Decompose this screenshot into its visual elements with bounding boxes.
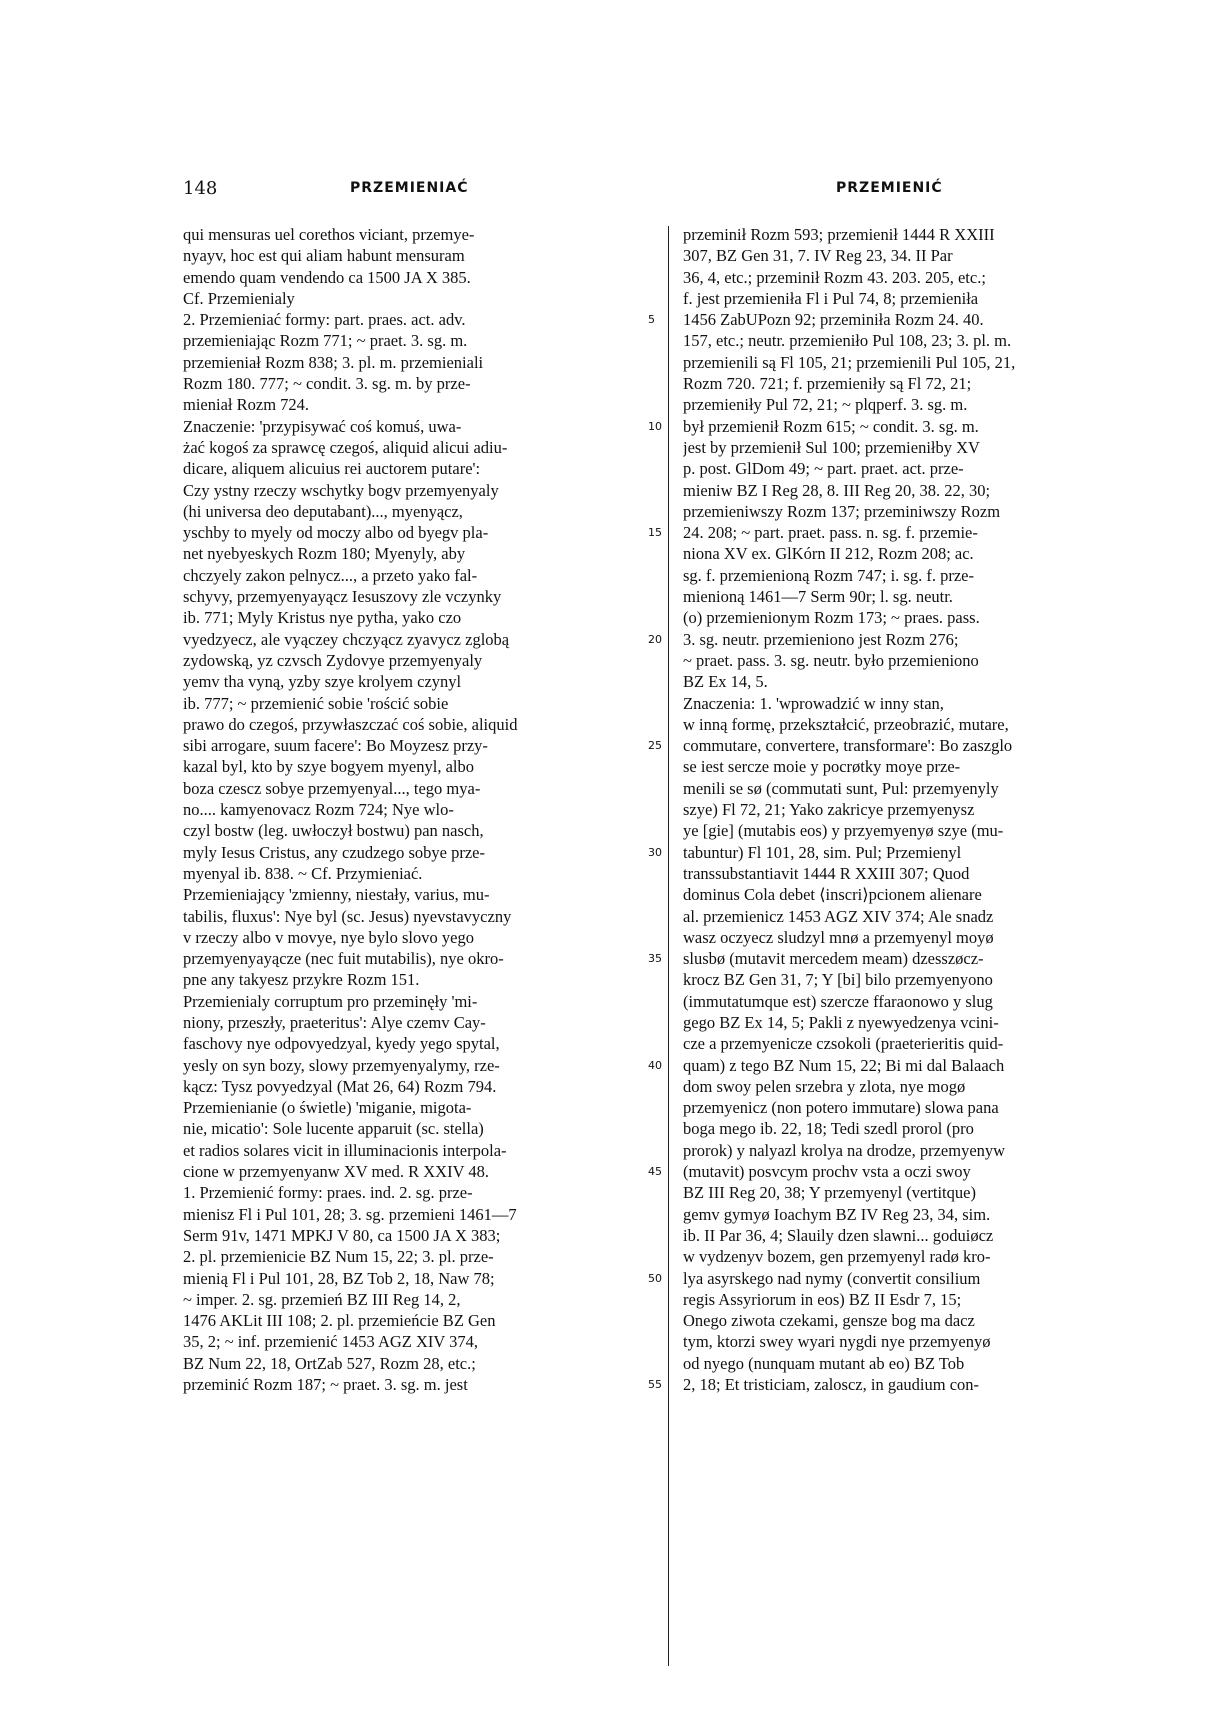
text-line: przeminił Rozm 593; przemienił 1444 R XXIII (683, 225, 995, 244)
text-line: myly Iesus Cristus, any czudzego sobye prze- (183, 842, 485, 862)
text-line: jest by przemienił Sul 100; przemieniłby XV (683, 437, 980, 457)
text-line: dominus Cola debet ⟨inscri⟩pcionem alienare (683, 885, 982, 905)
text-line: przemyenicz (non potero immutare) slowa pana (683, 1098, 999, 1118)
text-line: 157, etc.; neutr. przemieniło Pul 108, 23; 3. pl. m. (683, 331, 1012, 351)
text-line: tabilis, fluxus': Nye byl (sc. Jesus) nyevstavyczny (183, 906, 512, 926)
text-line: schyvy, przemyenyayącz Iesuszovy zle vczynky (183, 587, 502, 607)
text-line: nie, micatio': Sole lucente apparuit (sc. stella) (183, 1119, 484, 1139)
text-line: Znaczenia: 1. 'wprowadzić w inny stan, (683, 693, 944, 713)
text-line: ib. 771; Myly Kristus nye pytha, yako czo (183, 608, 462, 628)
text-line: 36, 4, etc.; przeminił Rozm 43. 203. 205, etc.; (683, 267, 986, 287)
text-line: 307, BZ Gen 31, 7. IV Reg 23, 34. II Par (683, 246, 953, 266)
text-line: quam) z tego BZ Num 15, 22; Bi mi dal Balaach (683, 1055, 1005, 1075)
text-line: sibi arrogare, suum facere': Bo Moyzesz przy- (183, 736, 488, 756)
left-column (183, 224, 608, 1395)
text-line: boga mego ib. 22, 18; Tedi szedl prorol (pro (683, 1119, 974, 1139)
text-line: przemieniając Rozm 771; ~ praet. 3. sg. m. (183, 331, 468, 351)
text-line: gemv gymyø Ioachym BZ IV Reg 23, 34, sim. (683, 1204, 991, 1224)
text-line: 2. Przemieniać formy: part. praes. act. adv. (183, 310, 466, 330)
text-line: BZ Ex 14, 5. (683, 672, 768, 692)
text-line: al. przemienicz 1453 AGZ XIV 374; Ale snadz (683, 906, 994, 926)
text-line: Przemieniający 'zmienny, niestały, varius, mu- (183, 885, 490, 905)
text-line: et radios solares vicit in illuminacionis interpola- (183, 1140, 507, 1160)
text-line: mienioną 1461—7 Serm 90r; l. sg. neutr. (683, 587, 953, 607)
text-line: (immutatumque est) szercze ffaraonowo y slug (683, 991, 993, 1011)
text-line: mieniw BZ I Reg 28, 8. III Reg 20, 38. 22, 30; (683, 480, 991, 500)
text-line: w inną formę, przekształcić, przeobrazić, mutare, (683, 714, 1009, 734)
text-line: nyayv, hoc est qui aliam habunt mensuram (183, 246, 465, 266)
text-line: faschovy nye odpovyedzyal, kyedy yego spytal, (183, 1034, 500, 1054)
text-line: lya asyrskego nad nymy (convertit consilium (683, 1268, 981, 1288)
text-line: cione w przemyenyanw XV med. R XXIV 48. (183, 1162, 489, 1182)
text-line: niona XV ex. GlKórn II 212, Rozm 208; ac. (683, 544, 974, 564)
text-line: w vydzenyv bozem, gen przemyenyl radø kro- (683, 1247, 991, 1267)
text-line: prorok) y nalyazl krolya na drodze, przemyenyw (683, 1140, 1006, 1160)
gutter-rule (668, 226, 669, 1666)
text-line: net nyebyeskych Rozm 180; Myenyly, aby (183, 544, 466, 564)
text-line: tym, ktorzi swey wyari nygdi nye przemyenyø (683, 1332, 991, 1352)
text-line: Rozm 720. 721; f. przemieniły są Fl 72, 21; (683, 374, 972, 394)
text-line: przemyenyayącze (nec fuit mutabilis), nye okro- (183, 949, 504, 969)
text-line: v rzeczy albo v movye, nye bylo slovo yego (183, 927, 474, 947)
text-line: slusbø (mutavit mercedem meam) dzesszøcz- (683, 949, 984, 969)
text-line: wasz oczyecz sludzyl mnø a przemyenyl moyø (683, 927, 994, 947)
text-line: dicare, aliquem alicuius rei auctorem putare': (183, 459, 481, 479)
text-line: f. jest przemieniła Fl i Pul 74, 8; przemieniła (683, 288, 979, 308)
line-number: 40 (648, 1058, 662, 1072)
right-column (683, 224, 1108, 1395)
text-line: Cf. Przemienialy (183, 288, 295, 308)
text-line: 2. pl. przemienicie BZ Num 15, 22; 3. pl. prze- (183, 1247, 494, 1267)
text-line: (o) przemienionym Rozm 173; ~ praes. pass. (683, 608, 980, 628)
text-line: ~ praet. pass. 3. sg. neutr. było przemieniono (683, 650, 979, 670)
text-line: no.... kamyenovacz Rozm 724; Nye wlo- (183, 800, 454, 820)
text-line: ib. 777; ~ przemienić sobie 'rościć sobie (183, 693, 449, 713)
line-number: 25 (648, 739, 662, 753)
running-head-right: PRZEMIENIĆ (836, 180, 943, 196)
text-line: prawo do czegoś, przywłaszczać coś sobie, aliquid (183, 714, 518, 734)
text-line: krocz BZ Gen 31, 7; Y [bi] bilo przemyenyono (683, 970, 993, 990)
text-line: 24. 208; ~ part. praet. pass. n. sg. f. przemie- (683, 523, 978, 543)
text-line: 3. sg. neutr. przemieniono jest Rozm 276; (683, 629, 959, 649)
text-line: yschby to myely od moczy albo od byegv pla- (183, 523, 489, 543)
line-number: 35 (648, 952, 662, 966)
text-line: (mutavit) posvcym prochv vsta a oczi swoy (683, 1162, 971, 1182)
text-line: boza czescz sobye przemyenyal..., tego mya- (183, 778, 481, 798)
text-line: 35, 2; ~ inf. przemienić 1453 AGZ XIV 374, (183, 1332, 479, 1352)
text-line: pne any takyesz przykre Rozm 151. (183, 970, 420, 990)
text-line: qui mensuras uel corethos viciant, przemye- (183, 225, 475, 244)
text-line: kazal byl, kto by szye bogyem myenyl, albo (183, 757, 474, 777)
text-line: dom swoy pelen srzebra y zlota, nye mogø (683, 1076, 966, 1096)
text-line: Przemienialy corruptum pro przeminęły 'mi- (183, 991, 478, 1011)
text-line: sg. f. przemienioną Rozm 747; i. sg. f. prze- (683, 565, 974, 585)
text-line: ib. II Par 36, 4; Slauily dzen slawni... goduiøcz (683, 1225, 994, 1245)
text-line: 1456 ZabUPozn 92; przeminiła Rozm 24. 40. (683, 310, 984, 330)
text-line: BZ Num 22, 18, OrtZab 527, Rozm 28, etc.; (183, 1353, 476, 1373)
text-line: przemieniał Rozm 838; 3. pl. m. przemieniali (183, 352, 484, 372)
line-number: 55 (648, 1378, 662, 1392)
text-line: przemieniły Pul 72, 21; ~ plqperf. 3. sg. m. (683, 395, 968, 415)
text-line: cze a przemyenicze czsokoli (praeterieritis quid- (683, 1034, 1004, 1054)
line-number: 30 (648, 845, 662, 859)
text-line: mieniał Rozm 724. (183, 395, 310, 415)
text-line: przemieniwszy Rozm 137; przeminiwszy Rozm (683, 501, 1001, 521)
text-line: (hi universa deo deputabant)..., myenyącz, (183, 501, 463, 521)
text-line: 2, 18; Et tristiciam, zaloscz, in gaudium con- (683, 1375, 980, 1395)
text-line: regis Assyriorum in eos) BZ II Esdr 7, 15; (683, 1289, 962, 1309)
text-line: Onego ziwota czekami, gensze bog ma dacz (683, 1311, 975, 1331)
text-line: kącz: Tysz povyedzyal (Mat 26, 64) Rozm 794. (183, 1076, 497, 1096)
text-line: BZ III Reg 20, 38; Y przemyenyl (vertitque) (683, 1183, 976, 1203)
line-number: 20 (648, 632, 662, 646)
text-line: menili se sø (commutati sunt, Pul: przemyenyly (683, 778, 999, 798)
text-line: niony, przeszły, praeteritus': Alye czemv Cay- (183, 1012, 486, 1032)
text-line: Rozm 180. 777; ~ condit. 3. sg. m. by prze- (183, 374, 471, 394)
text-line: gego BZ Ex 14, 5; Pakli z nyewyedzenya vcini- (683, 1012, 999, 1032)
text-line: chczyely zakon pelnycz..., a przeto yako fal- (183, 565, 478, 585)
text-line: transsubstantiavit 1444 R XXIII 307; Quod (683, 863, 970, 883)
text-line: przeminić Rozm 187; ~ praet. 3. sg. m. jest (183, 1375, 468, 1395)
text-line: emendo quam vendendo ca 1500 JA X 385. (183, 267, 471, 287)
line-number: 15 (648, 526, 662, 540)
text-line: zydowską, yz czvsch Zydovye przemyenyaly (183, 650, 483, 670)
text-line: commutare, convertere, transformare': Bo zaszglo (683, 736, 1013, 756)
text-line: Znaczenie: 'przypisywać coś komuś, uwa- (183, 416, 462, 436)
text-line: yemv tha vyną, yzby szye krolyem czynyl (183, 672, 462, 692)
text-line: tabuntur) Fl 101, 28, sim. Pul; Przemienyl (683, 842, 962, 862)
text-line: od nyego (nunquam mutant ab eo) BZ Tob (683, 1353, 965, 1373)
page-number: 148 (183, 178, 218, 199)
text-line: czyl bostw (leg. uwłoczył bostwu) pan nasch, (183, 821, 484, 841)
text-line: mienisz Fl i Pul 101, 28; 3. sg. przemieni 1461—7 (183, 1204, 517, 1224)
line-number: 10 (648, 419, 662, 433)
text-line: mienią Fl i Pul 101, 28, BZ Tob 2, 18, Naw 78; (183, 1268, 495, 1288)
text-line: ye [gie] (mutabis eos) y przyemyenyø szye (mu- (683, 821, 1004, 841)
line-number: 50 (648, 1271, 662, 1285)
text-line: ~ imper. 2. sg. przemień BZ III Reg 14, 2, (183, 1289, 461, 1309)
text-line: 1. Przemienić formy: praes. ind. 2. sg. prze- (183, 1183, 473, 1203)
text-line: yesly on syn bozy, slowy przemyenyalymy, rze- (183, 1055, 500, 1075)
text-line: Czy ystny rzeczy wschytky bogv przemyenyaly (183, 480, 499, 500)
running-head-left: PRZEMIENIAĆ (350, 180, 469, 196)
text-line: vyedzyecz, ale vyączey chczyącz zyavycz zglobą (183, 629, 510, 649)
text-line: żać kogoś za sprawcę czegoś, aliquid alicui adiu- (183, 437, 508, 457)
text-line: p. post. GlDom 49; ~ part. praet. act. prze- (683, 459, 964, 479)
text-line: był przemienił Rozm 615; ~ condit. 3. sg. m. (683, 416, 979, 436)
text-line: szye) Fl 72, 21; Yako zakricye przemyenysz (683, 800, 975, 820)
text-line: Serm 91v, 1471 MPKJ V 80, ca 1500 JA X 383; (183, 1225, 501, 1245)
line-number: 45 (648, 1165, 662, 1179)
text-line: przemienili są Fl 105, 21; przemienili Pul 105, 21, (683, 352, 1016, 372)
text-line: myenyal ib. 838. ~ Cf. Przymieniać. (183, 863, 423, 883)
text-line: 1476 AKLit III 108; 2. pl. przemieńcie BZ Gen (183, 1311, 496, 1331)
text-line: Przemienianie (o świetle) 'miganie, migota- (183, 1098, 472, 1118)
text-line: se iest sercze moie y pocrøtky moye prze- (683, 757, 961, 777)
line-number: 5 (648, 313, 655, 327)
